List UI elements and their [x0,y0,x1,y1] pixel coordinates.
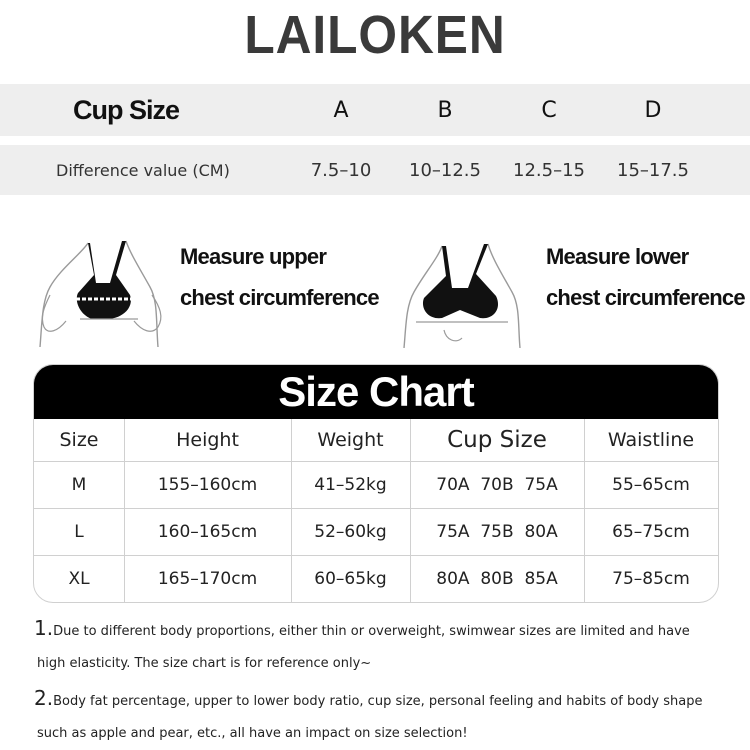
table-cell-height: 155–160cm [157,474,258,495]
note-2-line2: such as apple and pear, etc., all have an impact on size selection! [37,726,468,741]
header-cup-size: Cup Size [447,427,547,453]
cup-b: B [437,97,453,123]
table-cell-cup: 75A 75B 80A [436,521,558,542]
size-chart-title: Size Chart [278,368,474,415]
size-chart-header [34,365,718,419]
note-1-number: 1. [34,616,54,640]
table-cell-height: 165–170cm [157,568,258,589]
header-weight: Weight [317,429,384,451]
difference-row [0,145,750,195]
measure-upper-line1: Measure upper [180,244,327,269]
measure-lower-line2: chest circumference [546,285,745,310]
header-size: Size [59,429,99,451]
size-chart [33,364,719,603]
difference-a: 7.5–10 [310,159,372,181]
header-height: Height [176,429,239,451]
table-cell-waistline: 55–65cm [612,474,690,495]
brand-logo: LAILOKEN [244,5,506,65]
table-cell-cup: 70A 70B 75A [436,474,558,495]
cup-c: C [541,97,557,123]
size-chart-table [34,419,718,602]
table-cell-weight: 52–60kg [314,521,387,542]
table-cell-waistline: 75–85cm [612,568,690,589]
table-cell-weight: 41–52kg [314,474,387,495]
measure-upper-text [180,236,379,318]
measure-upper-line2: chest circumference [180,285,379,310]
table-cell-height: 160–165cm [157,521,258,542]
cup-d: D [644,97,662,123]
table-cell-size: L [74,521,84,542]
note-1-line1 [34,618,690,642]
difference-d: 15–17.5 [617,159,689,181]
table-cell-waistline: 65–75cm [612,521,690,542]
cup-size-title: Cup Size [73,94,180,125]
table-cell-size: M [71,474,87,495]
table-cell-cup: 80A 80B 85A [436,568,558,589]
measure-lower-line1: Measure lower [546,244,689,269]
note-1-text: Due to different body proportions, either thin or overweight, swimwear sizes are limited and have [53,624,690,639]
upper-chest-figure [30,235,172,347]
cup-a: A [333,97,349,123]
table-cell-size: XL [68,568,90,589]
note-1-line2: high elasticity. The size chart is for reference only~ [37,656,372,671]
note-2-line1 [34,688,702,712]
cup-size-row [0,84,750,136]
header-waistline: Waistline [607,429,695,451]
lower-chest-figure [396,240,528,348]
note-2-text: Body fat percentage, upper to lower body ratio, cup size, personal feeling and habits of body shape [53,694,703,709]
difference-c: 12.5–15 [513,159,585,181]
note-2-number: 2. [34,686,54,710]
measure-lower-text [546,236,745,318]
table-cell-weight: 60–65kg [314,568,387,589]
difference-b: 10–12.5 [409,159,481,181]
difference-label: Difference value (CM) [56,160,230,180]
